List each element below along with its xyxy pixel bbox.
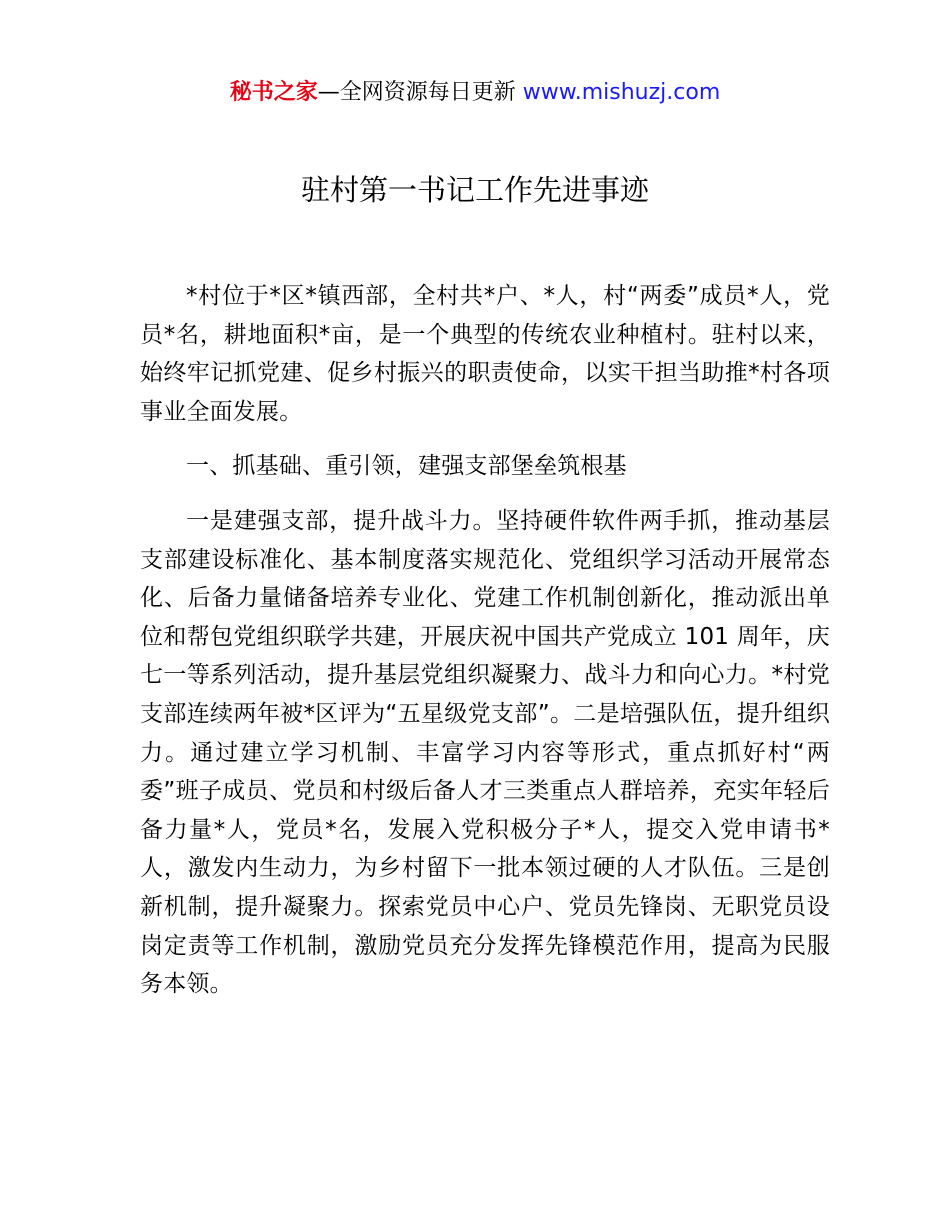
- brand-name: 秘书之家: [229, 80, 318, 105]
- section-heading: 一、抓基础、重引领，建强支部堡垒筑根基: [186, 453, 627, 480]
- document-title: 驻村第一书记工作先进事迹: [300, 173, 649, 207]
- site-header: [0, 78, 950, 108]
- body-paragraph: 一是建强支部，提升战斗力。坚持硬件软件两手抓，推动基层支部建设标准化、基本制度落实规范化、党组织学习活动开展常态化、后备力量储备培养专业化、党建工作机制创新化，推动派出单位和帮包党组织联学共建，开展庆祝中国共产党成立 101 周年，庆七一等系列活动，提升基层党组织凝聚力、战斗力和向心力。*村党支部连续两年被*区评为“五星级党支部”。二是培强队伍，提升组织力。通过建立学习机制、丰富学习内容等形式，重点抓好村“两委”班子成员、党员和村级后备人才三类重点人群培养，充实年轻后备力量*人，党员*名，发展入党积极分子*人，提交入党申请书*人，激发内生动力，为乡村留下一批本领过硬的人才队伍。三是创新机制，提升凝聚力。探索党员中心户、党员先锋岗、无职党员设岗定责等工作机制，激励党员充分发挥先锋模范作用，提高为民服务本领。: [140, 507, 830, 998]
- header-tagline: —全网资源每日更新: [317, 80, 516, 105]
- document-body: [140, 277, 830, 1020]
- intro-paragraph: *村位于*区*镇西部，全村共*户、*人，村“两委”成员*人，党员*名，耕地面积*亩，是一个典型的传统农业种植村。驻村以来，始终牢记抓党建、促乡村振兴的职责使命，以实干担当助推*村各项事业全面发展。: [140, 283, 830, 425]
- site-url-link[interactable]: www.mishuzj.com: [522, 80, 721, 105]
